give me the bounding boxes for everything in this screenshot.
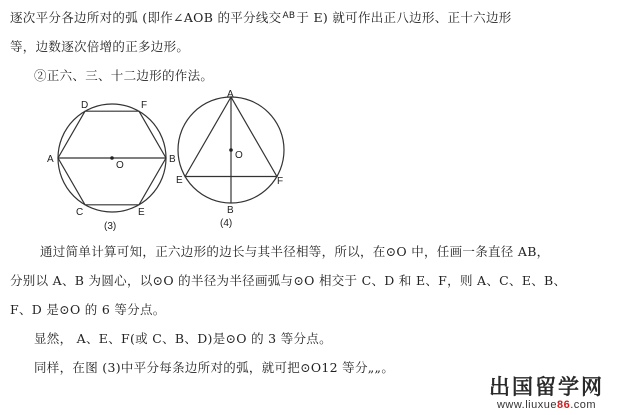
figure-3-hexagon	[47, 92, 182, 232]
center-point	[110, 156, 114, 160]
watermark-title: 出国留学网	[489, 375, 604, 399]
paragraph1-line1-end: 于 E) 就可作出正八边形、正十六边形	[296, 10, 512, 25]
label-a: A	[47, 154, 54, 165]
watermark-logo	[489, 375, 604, 411]
paragraph4: 同样，在图 (3)中平分每条边所对的弧，就可把⊙O12 等分„„。	[34, 360, 395, 375]
paragraph1-line2: 等，边数逐次倍增的正多边形。	[10, 39, 190, 54]
paragraph1-line1-start: 逐次平分各边所对的弧 (即作∠AOB 的平分线交	[10, 10, 282, 25]
label-f: F	[141, 100, 148, 111]
watermark-url-suffix: .com	[570, 399, 597, 411]
watermark-url	[489, 399, 604, 411]
section-heading: ②正六、三、十二边形的作法。	[34, 68, 214, 83]
figure-4-caption: (4)	[220, 218, 233, 229]
paragraph3: 显然， A、E、F(或 C、B、D)是⊙O 的 3 等分点。	[34, 331, 332, 346]
label-o: O	[235, 150, 243, 161]
paragraph2-line2: 分别以 A、B 为圆心，以⊙O 的半径为半径画弧与⊙O 相交于 C、D 和 E、F，则 A、C、E、B、	[10, 273, 567, 288]
label-e: E	[138, 207, 145, 218]
watermark-url-prefix: www.liuxue	[496, 399, 557, 411]
figure-3-caption: (3)	[104, 221, 117, 232]
paragraph1-line1	[10, 10, 512, 28]
paragraph2-line1: 通过简单计算可知，正六边形的边长与其半径相等，所以，在⊙O 中，任画一条直径 AB，	[40, 244, 550, 259]
label-b: B	[227, 205, 234, 216]
watermark-url-accent: 86	[556, 399, 571, 411]
figure-4-triangle	[176, 88, 286, 228]
label-a: A	[227, 89, 234, 100]
arc-ab-label: AB	[282, 11, 296, 21]
label-d: D	[81, 100, 89, 111]
label-f: F	[277, 176, 284, 187]
label-e: E	[176, 175, 183, 186]
label-b: B	[169, 154, 176, 165]
label-o: O	[116, 160, 124, 171]
paragraph2-line3: F、D 是⊙O 的 6 等分点。	[10, 302, 166, 317]
center-point	[229, 148, 233, 152]
label-c: C	[76, 207, 84, 218]
